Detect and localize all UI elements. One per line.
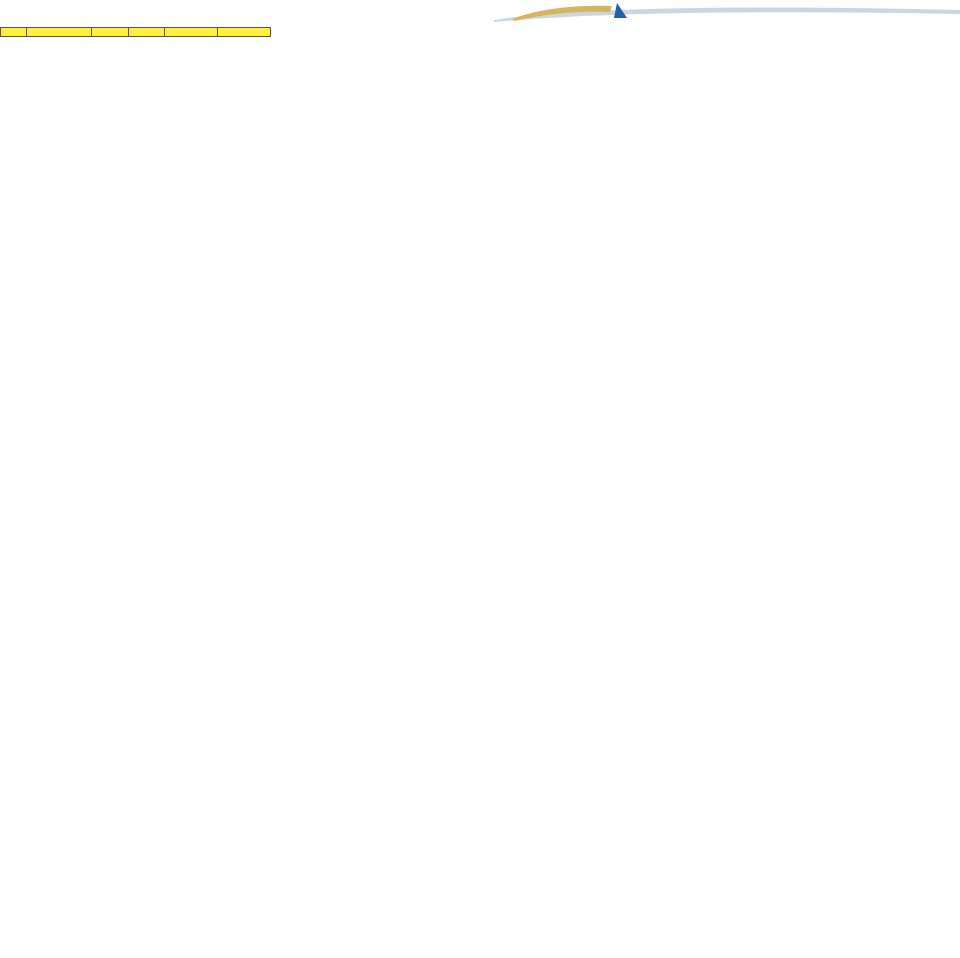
col-sail <box>128 28 164 37</box>
championship-banner <box>492 0 960 22</box>
col-crew <box>217 28 270 37</box>
col-hull <box>92 28 128 37</box>
col-skipper <box>164 28 217 37</box>
col-school <box>26 28 92 37</box>
sailboat-logo-icon <box>492 0 960 24</box>
results-table <box>0 27 958 37</box>
col-entry <box>1 28 27 37</box>
document-header <box>0 0 960 26</box>
